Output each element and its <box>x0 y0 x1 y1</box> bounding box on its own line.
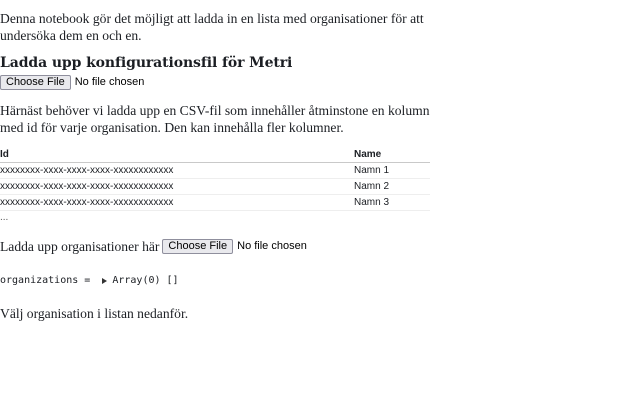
csv-example-table <box>0 146 430 211</box>
intro-paragraph: Denna notebook gör det möjligt att ladda in en lista med organisationer för att undersöka dem en och en. <box>0 11 424 43</box>
table-cell-name: Namn 1 <box>354 163 430 179</box>
table-row <box>0 163 430 179</box>
organizations-var-name: organizations <box>0 275 79 286</box>
organizations-value[interactable]: Array(0) [] <box>112 275 179 286</box>
choose-organization-text: Välj organisation i listan nedanför. <box>0 306 189 321</box>
csv-description: Härnäst behöver vi ladda upp en CSV-fil som innehåller åtminstone en kolumn med id för varje organisation. Den kan innehålla fler kolumner. <box>0 103 430 135</box>
upload-choose-file-button[interactable]: Choose File <box>162 239 233 254</box>
upload-file-status: No file chosen <box>237 240 307 252</box>
config-heading: Ladda upp konfigurationsfil för Metri <box>0 55 293 71</box>
table-row <box>0 179 430 195</box>
table-cell-id: xxxxxxxx-xxxx-xxxx-xxxx-xxxxxxxxxxxx <box>0 179 354 195</box>
expand-triangle-icon[interactable] <box>102 278 107 284</box>
upload-label: Ladda upp organisationer här <box>0 239 160 254</box>
column-header-id: Id <box>0 146 354 163</box>
upload-file-input[interactable] <box>162 239 306 254</box>
table-cell-id: xxxxxxxx-xxxx-xxxx-xxxx-xxxxxxxxxxxx <box>0 195 354 211</box>
table-cell-name: Namn 3 <box>354 195 430 211</box>
organizations-output <box>0 275 179 286</box>
config-file-status: No file chosen <box>74 76 145 88</box>
table-cell-id: xxxxxxxx-xxxx-xxxx-xxxx-xxxxxxxxxxxx <box>0 163 354 179</box>
table-cell-name: Namn 2 <box>354 179 430 195</box>
config-file-input[interactable] <box>0 75 144 90</box>
table-row <box>0 195 430 211</box>
table-header-row <box>0 146 430 163</box>
upload-row <box>0 238 307 255</box>
config-choose-file-button[interactable]: Choose File <box>0 75 71 90</box>
table-ellipsis: ... <box>0 212 9 223</box>
column-header-name: Name <box>354 146 430 163</box>
organizations-equals: = <box>78 275 97 286</box>
